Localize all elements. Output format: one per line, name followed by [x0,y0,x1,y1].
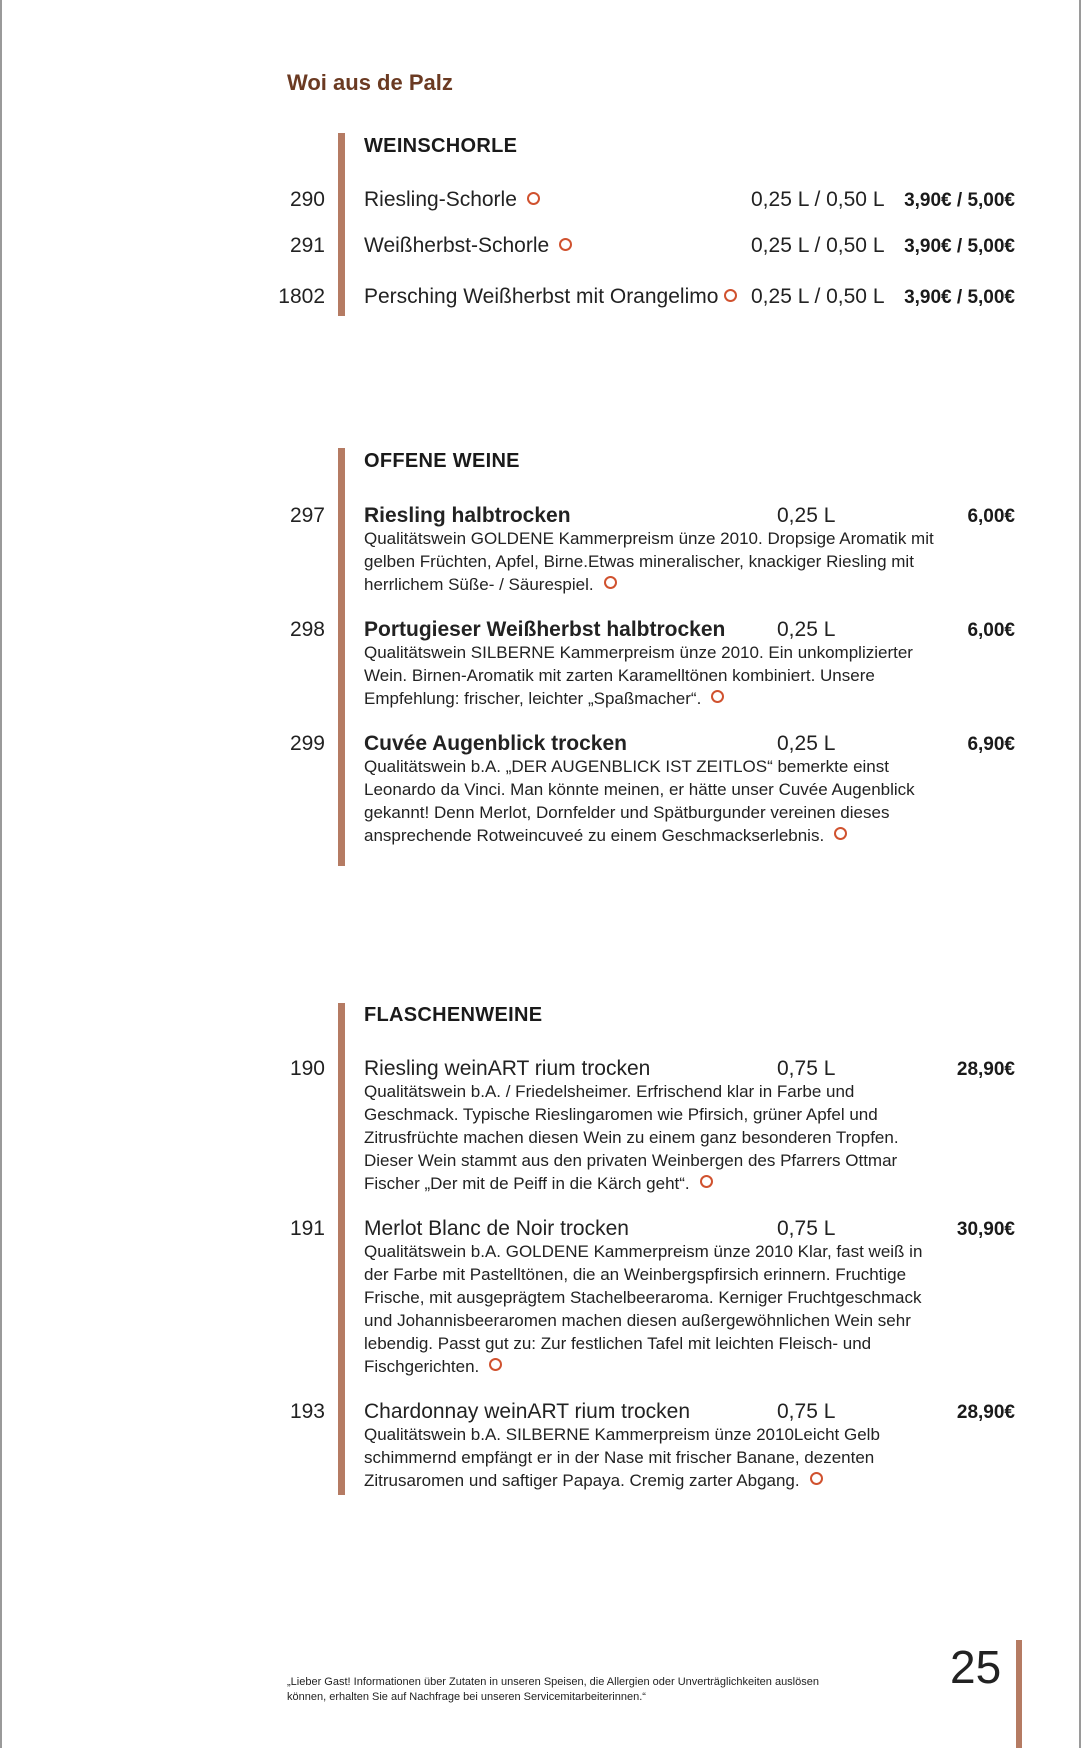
item-name: Merlot Blanc de Noir trocken [364,1217,629,1240]
item-number: 298 [289,618,325,641]
page-number-accent-bar [1016,1640,1022,1748]
item-size: 0,25 L [777,504,836,527]
item-description: Qualitätswein GOLDENE Kammerpreism ünze 2010. Dropsige Aromatik mit gelben Früchten, Apfel, Birne.Etwas mineralischer, knackiger Riesling mit herrlichem Süße- / Säurespiel. [364,529,934,594]
item-price: 6,00€ [967,506,1015,527]
item-description: Qualitätswein b.A. SILBERNE Kammerpreism ünze 2010Leicht Gelb schimmernd empfängt er in der Nase mit frischer Banane, dezenten Zitrusaromen und saftiger Papaya. Cremig zarter Abgang. [364,1425,880,1490]
item-price: 28,90€ [956,1059,1015,1080]
marker-icon [810,1472,823,1485]
item-name: Persching Weißherbst mit Orangelimo [364,285,737,309]
item-price: 3,90€ / 5,00€ [904,236,1015,257]
item-number: 1802 [278,285,325,308]
item-price: 3,90€ / 5,00€ [904,287,1015,308]
item-name: Chardonnay weinART rium trocken [364,1400,691,1423]
item-number: 290 [289,188,325,211]
section-heading: FLASCHENWEINE [364,1004,543,1026]
marker-icon [559,238,572,251]
item-name: Riesling-Schorle [364,188,540,212]
item-name: Riesling halbtrocken [364,504,571,527]
marker-icon [700,1175,713,1188]
item-number: 299 [289,732,325,755]
item-name: Portugieser Weißherbst halbtrocken [364,618,726,641]
section-accent-bar [338,133,345,316]
section-heading: WEINSCHORLE [364,135,518,157]
item-price: 6,00€ [967,620,1015,641]
marker-icon [834,827,847,840]
item-size: 0,75 L [777,1217,836,1240]
section-accent-bar [338,1003,345,1495]
item-price: 3,90€ / 5,00€ [904,190,1015,211]
item-description: Qualitätswein b.A. „DER AUGENBLICK IST ZEITLOS“ bemerkte einst Leonardo da Vinci. Man könnte meinen, er hätte unser Cuvée Augenblick gekannt! Denn Merlot, Dornfelder und Spätburgunder vereinen dieses ansprechende Rotweincuveé zu einem Geschmackserlebnis. [364,757,915,845]
item-size: 0,25 L / 0,50 L [751,188,885,211]
item-number: 191 [289,1217,325,1240]
allergen-footnote: „Lieber Gast! Informationen über Zutaten in unseren Speisen, die Allergien oder Unverträglichkeiten auslösen können, erhalten Sie auf Nachfrage bei unseren Servicemitarbeiterinnen.“ [287,1676,819,1703]
marker-icon [527,192,540,205]
item-size: 0,25 L [777,618,836,641]
item-description: Qualitätswein SILBERNE Kammerpreism ünze 2010. Ein unkomplizierter Wein. Birnen-Aromatik mit zarten Karamelltönen kombiniert. Unsere Empfehlung: frischer, leichter „Spaßmacher“. [364,643,913,708]
item-name: Riesling weinART rium trocken [364,1057,651,1080]
marker-icon [711,690,724,703]
item-number: 291 [289,234,325,257]
item-price: 30,90€ [956,1219,1015,1240]
item-size: 0,25 L [777,732,836,755]
item-price: 28,90€ [956,1402,1015,1423]
section-accent-bar [338,448,345,866]
item-name: Weißherbst-Schorle [364,234,572,258]
item-description: Qualitätswein b.A. GOLDENE Kammerpreism ünze 2010 Klar, fast weiß in der Farbe mit Pastelltönen, die an Weinbergspfirsich erinnern. Fruchtige Frische, mit ausgeprägtem Stachelbeeraroma. Kerniger Fruchtgeschmack und Johannisbeeraromen machen diesen außergewöhnlichen Wein sehr lebendig. Passt gut zu: Zur festlichen Tafel mit leichten Fleisch- und Fischgerichten. [364,1242,923,1376]
item-description: Qualitätswein b.A. / Friedelsheimer. Erfrischend klar in Farbe und Geschmack. Typische Rieslingaromen wie Pfirsich, grüner Apfel und Zitrusfrüchte machen diesen Wein zu einem ganz besonderen Tropfen. Dieser Wein stammt aus den privaten Weinbergen des Pfarrers Ottmar Fischer „Der mit de Peiff in die Kärch geht“. [364,1082,899,1193]
marker-icon [604,576,617,589]
marker-icon [724,289,737,302]
item-size: 0,25 L / 0,50 L [751,234,885,257]
section-heading: OFFENE WEINE [364,450,520,472]
page-number: 25 [950,1641,1002,1693]
item-price: 6,90€ [967,734,1015,755]
marker-icon [489,1358,502,1371]
item-name: Cuvée Augenblick trocken [364,732,627,755]
item-size: 0,75 L [777,1400,836,1423]
item-number: 190 [289,1057,325,1080]
page-border-left [0,0,2,1748]
item-number: 297 [289,504,325,527]
item-number: 193 [289,1400,325,1423]
item-size: 0,25 L / 0,50 L [751,285,885,308]
item-size: 0,75 L [777,1057,836,1080]
page-title: Woi aus de Palz [287,70,453,95]
